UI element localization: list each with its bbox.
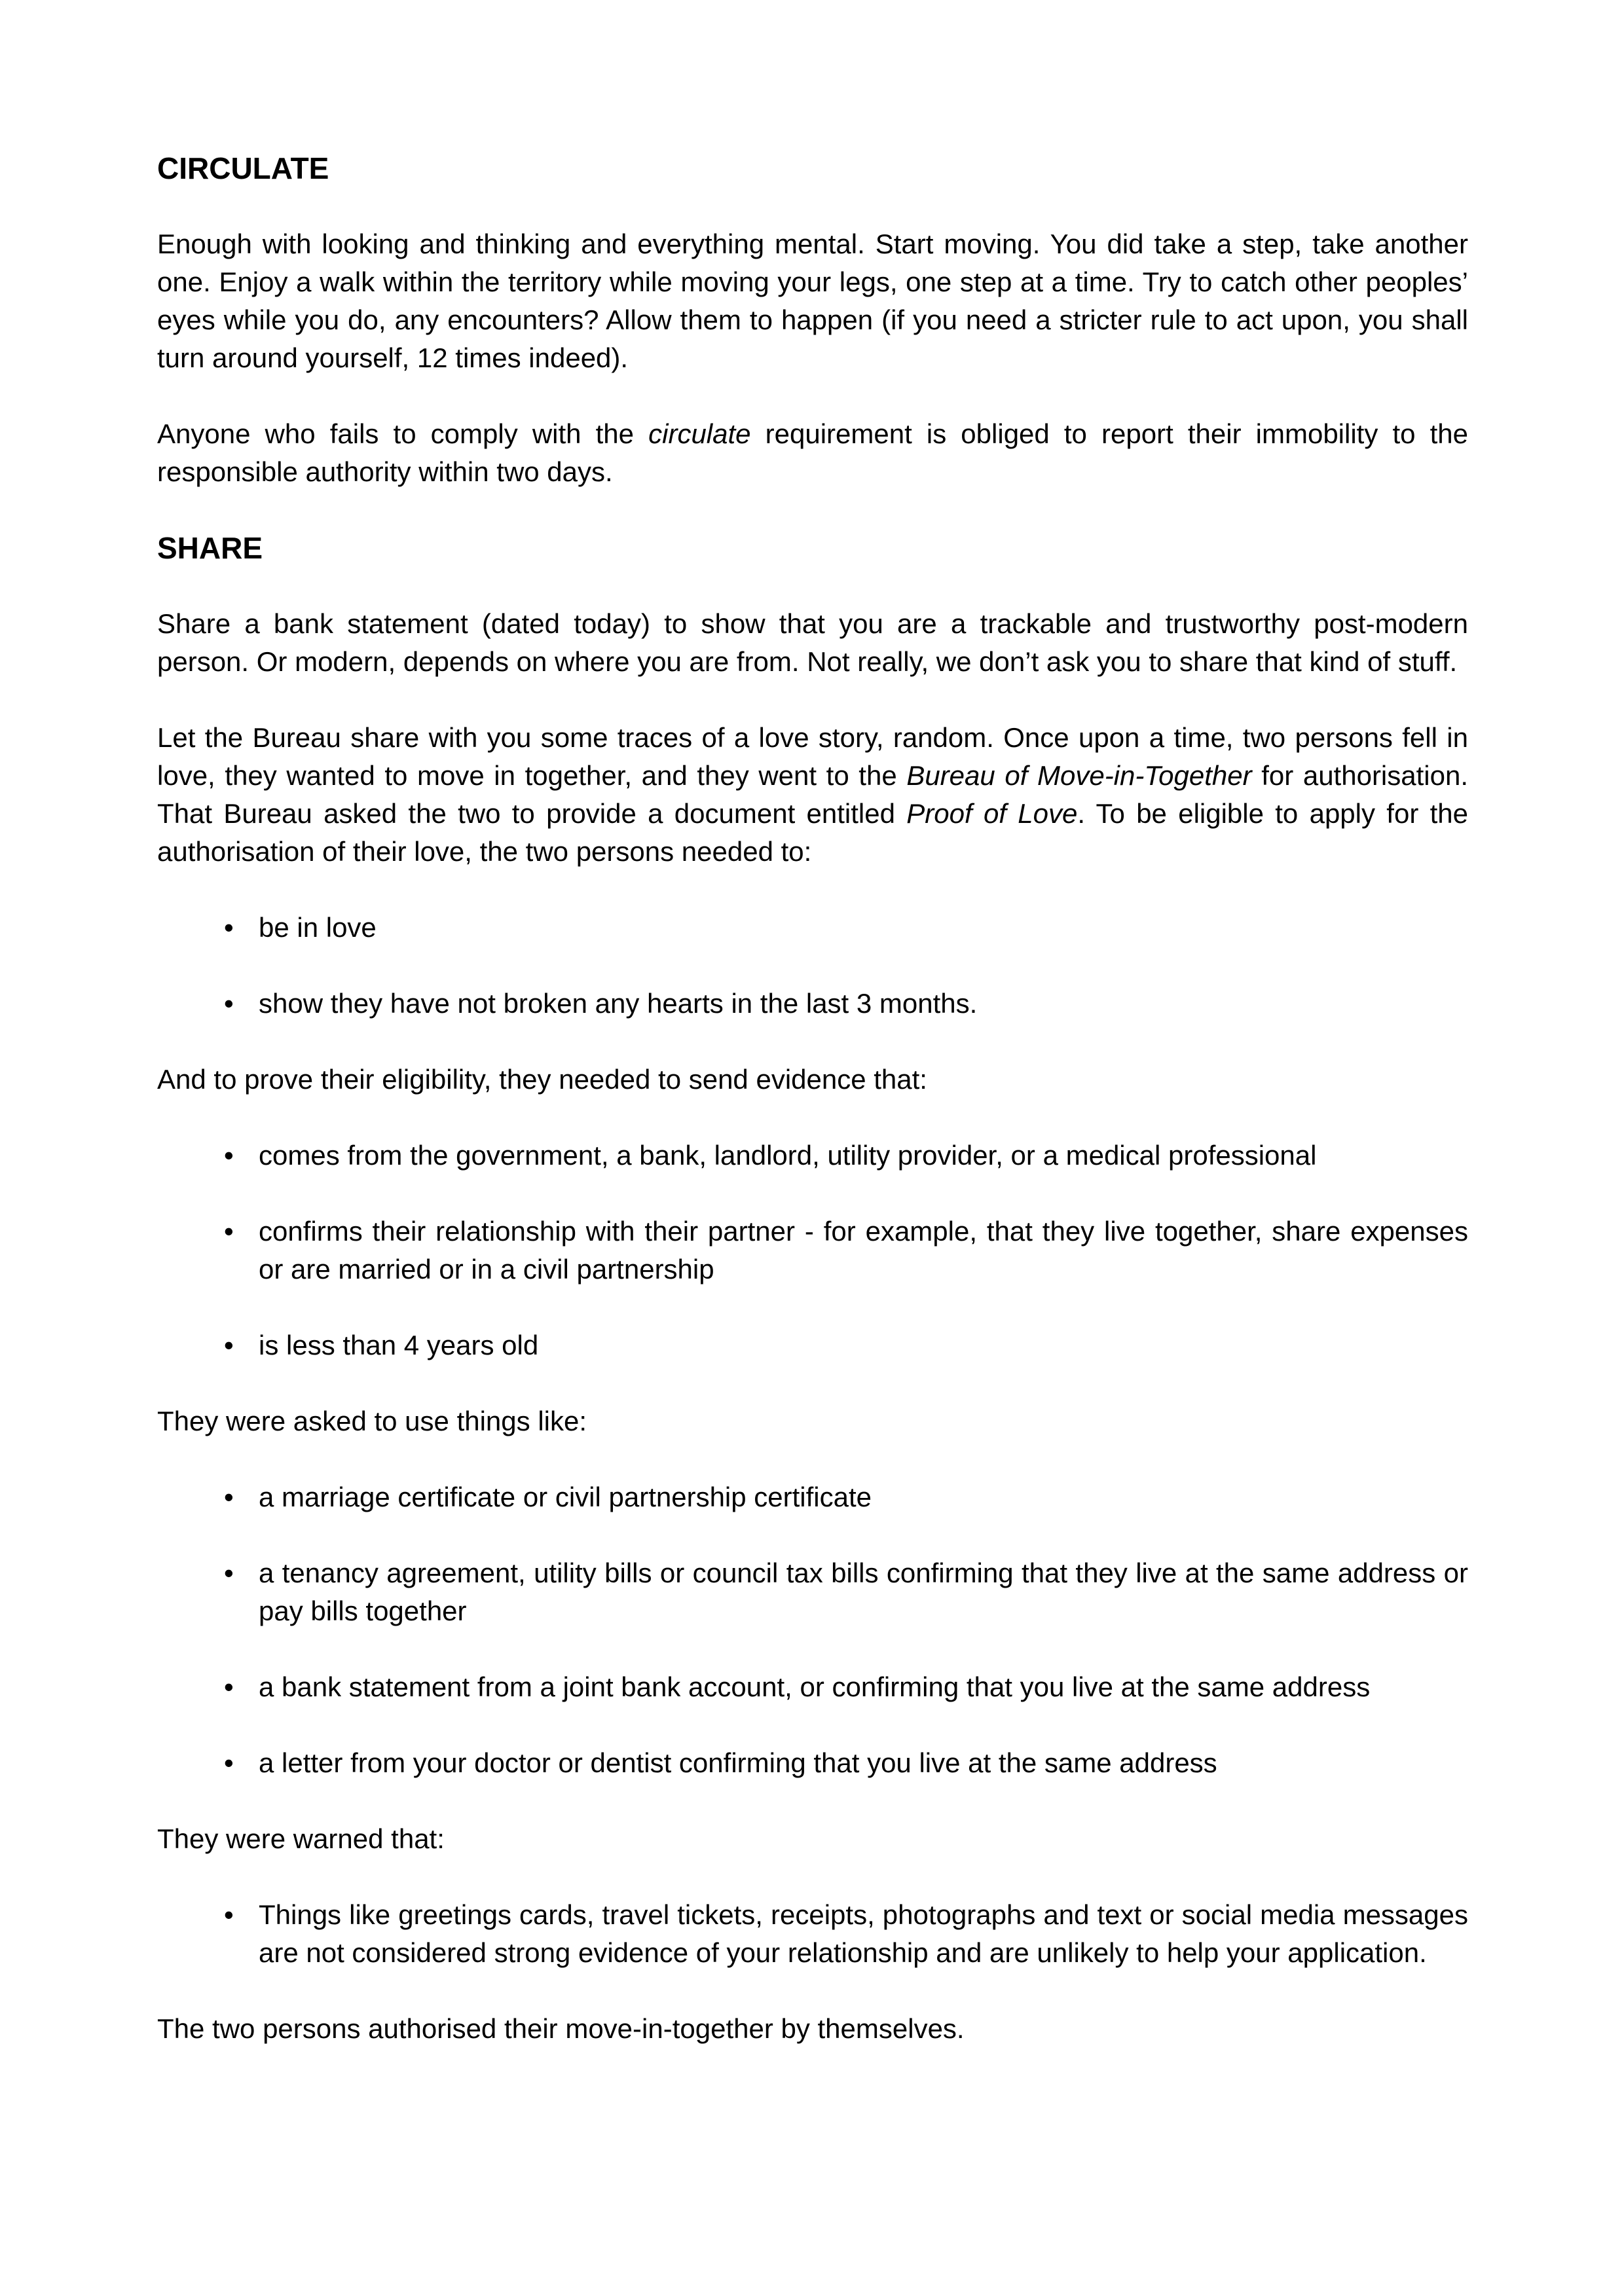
list-item-text: comes from the government, a bank, landlord, utility provider, or a medical professional xyxy=(259,1140,1317,1171)
warned-list xyxy=(157,1896,1468,1972)
text-run: requirement is obliged to report their immobility to the responsible authority within two days. xyxy=(157,418,1468,487)
text-run: . To be eligible to apply for the authorisation of their love, the two persons needed to: xyxy=(157,798,1468,867)
things-list xyxy=(157,1478,1468,1782)
bullet-icon: • xyxy=(224,1216,234,1247)
list-item xyxy=(157,1326,1468,1364)
eligibility-list xyxy=(157,909,1468,1023)
list-item xyxy=(157,1668,1468,1706)
list-item xyxy=(157,909,1468,947)
bullet-icon: • xyxy=(224,1330,234,1360)
list-item-text: a tenancy agreement, utility bills or council tax bills confirming that they live at the same address or pay bills together xyxy=(259,1558,1468,1626)
section-heading-circulate: CIRCULATE xyxy=(157,151,329,185)
paragraph-share-2 xyxy=(157,719,1468,871)
text-run: Anyone who fails to comply with the xyxy=(157,418,649,449)
bullet-icon: • xyxy=(224,988,234,1019)
italic-run-proof-of-love: Proof of Love xyxy=(906,798,1078,829)
paragraph-share-1: Share a bank statement (dated today) to show that you are a trackable and trustworthy post-modern person. Or modern, depends on where you are from. Not really, we don’t ask you to share that kind of stuff. xyxy=(157,608,1468,677)
bullet-icon: • xyxy=(224,1899,234,1930)
list-item-text: a marriage certificate or civil partnership certificate xyxy=(259,1482,872,1512)
bullet-icon: • xyxy=(224,1671,234,1702)
list-item xyxy=(157,1137,1468,1175)
evidence-list xyxy=(157,1137,1468,1364)
list-item xyxy=(157,1744,1468,1782)
paragraph-closing: The two persons authorised their move-in-together by themselves. xyxy=(157,2013,965,2044)
list-item xyxy=(157,1478,1468,1516)
list-item xyxy=(157,1212,1468,1288)
italic-run-bureau: Bureau of Move-in-Together xyxy=(906,760,1252,791)
italic-run-circulate: circulate xyxy=(648,418,751,449)
list-item xyxy=(157,1896,1468,1972)
paragraph-warned-intro: They were warned that: xyxy=(157,1823,445,1854)
text-run: Let the Bureau share with you some traces of a love story, random. Once upon a time, two persons fell in love, they wanted to move in together, and they went to the xyxy=(157,722,1468,791)
list-item-text: show they have not broken any hearts in the last 3 months. xyxy=(259,988,978,1019)
paragraph-things-intro: They were asked to use things like: xyxy=(157,1406,587,1436)
paragraph-evidence-intro: And to prove their eligibility, they needed to send evidence that: xyxy=(157,1064,927,1095)
list-item-text: is less than 4 years old xyxy=(259,1330,539,1360)
bullet-icon: • xyxy=(224,1558,234,1588)
text-run: for authorisation. That Bureau asked the two to provide a document entitled xyxy=(157,760,1469,829)
list-item xyxy=(157,985,1468,1023)
bullet-icon: • xyxy=(224,1482,234,1512)
list-item xyxy=(157,1554,1468,1630)
bullet-icon: • xyxy=(224,1140,234,1171)
list-item-text: a letter from your doctor or dentist confirming that you live at the same address xyxy=(259,1747,1217,1778)
list-item-text: a bank statement from a joint bank account, or confirming that you live at the same address xyxy=(259,1671,1371,1702)
list-item-text: confirms their relationship with their partner - for example, that they live together, share expenses or are married or in a civil partnership xyxy=(259,1216,1468,1285)
paragraph-circulate-1: Enough with looking and thinking and everything mental. Start moving. You did take a step, take another one. Enjoy a walk within the territory while moving your legs, one step at a time. Try to catch other peoples’ eyes while you do, any encounters? Allow them to happen (if you need a stricter rule to act upon, you shall turn around yourself, 12 times indeed). xyxy=(157,228,1468,373)
list-item-text: be in love xyxy=(259,912,377,943)
bullet-icon: • xyxy=(224,1747,234,1778)
section-heading-share: SHARE xyxy=(157,531,263,565)
bullet-icon: • xyxy=(224,912,234,943)
list-item-text: Things like greetings cards, travel tickets, receipts, photographs and text or social media messages are not considered strong evidence of your relationship and are unlikely to help your application. xyxy=(259,1899,1468,1968)
paragraph-circulate-2 xyxy=(157,415,1468,491)
